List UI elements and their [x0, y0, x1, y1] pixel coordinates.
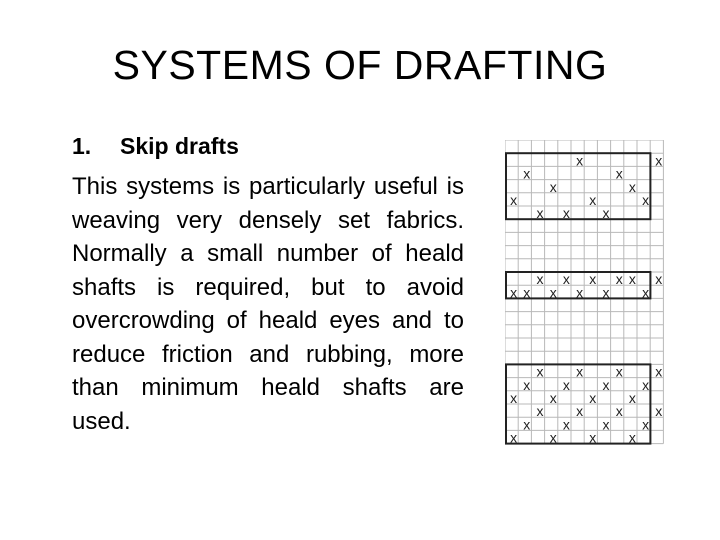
draft-mark: x: [589, 429, 597, 446]
draft-mark: x: [510, 192, 518, 208]
draft-mark: x: [642, 192, 650, 208]
draft-mark: x: [628, 271, 636, 288]
draft-mark: x: [602, 376, 610, 393]
draft-mark: x: [576, 152, 584, 169]
draft-mark: x: [602, 284, 610, 301]
skip-draft-diagram: [505, 140, 677, 452]
draft-mark: x: [523, 165, 531, 182]
draft-mark: x: [615, 363, 623, 380]
draft-mark: x: [549, 390, 557, 406]
draft-mark: x: [523, 416, 531, 433]
section-heading: [72, 133, 239, 160]
draft-mark: x: [589, 192, 597, 208]
heading-number: 1.: [72, 133, 92, 159]
draft-mark: x: [549, 429, 557, 446]
body-paragraph: This systems is particularly useful is weaving very densely set fabrics. Normally a small number of heald shafts is required, but to avoid overcrowding of heald eyes and to reduce friction and rubbing, more than minimum heald shafts are used.: [72, 173, 464, 435]
draft-mark: x: [536, 363, 544, 380]
draft-mark: x: [615, 271, 623, 288]
draft-mark: x: [642, 376, 650, 393]
draft-mark: x: [589, 390, 597, 406]
draft-mark: x: [536, 205, 544, 222]
draft-mark: x: [589, 271, 597, 288]
draft-mark: x: [510, 284, 518, 301]
draft-mark: x: [642, 284, 650, 301]
draft-mark: x: [536, 271, 544, 288]
draft-mark: x: [576, 403, 584, 420]
draft-mark: x: [576, 363, 584, 380]
draft-mark: x: [628, 390, 636, 406]
draft-mark: x: [549, 284, 557, 301]
heading-label: Skip drafts: [120, 133, 239, 159]
draft-mark: x: [602, 416, 610, 433]
draft-mark: x: [549, 178, 557, 195]
draft-mark: x: [615, 165, 623, 182]
draft-mark: x: [510, 429, 518, 446]
draft-mark: x: [655, 363, 663, 380]
draft-mark: x: [562, 416, 570, 433]
draft-mark: x: [562, 205, 570, 222]
draft-mark: x: [655, 152, 663, 169]
draft-mark: x: [510, 390, 518, 406]
draft-mark: x: [615, 403, 623, 420]
draft-mark: x: [602, 205, 610, 222]
draft-mark: x: [655, 271, 663, 288]
draft-mark: x: [562, 376, 570, 393]
draft-mark: x: [642, 416, 650, 433]
draft-mark: x: [523, 284, 531, 301]
draft-mark: x: [536, 403, 544, 420]
draft-mark: x: [562, 271, 570, 288]
slide-title: SYSTEMS OF DRAFTING: [112, 42, 608, 88]
draft-mark: x: [523, 376, 531, 393]
draft-mark: x: [628, 429, 636, 446]
draft-mark: x: [628, 178, 636, 195]
draft-mark: x: [576, 284, 584, 301]
draft-mark: x: [655, 403, 663, 420]
